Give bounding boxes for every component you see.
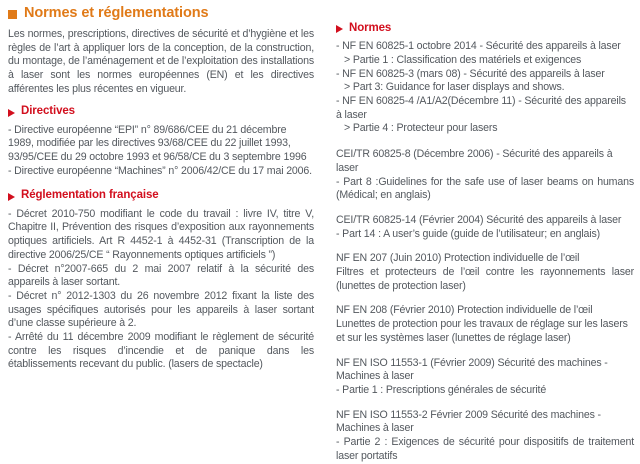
reglementation-item-4: - Arrêté du 11 décembre 2009 modifiant le règlement de sécurité contre les risques d’incendie et de panique dans les établissements recevant du public. (lasers de spectacle): [8, 331, 314, 371]
section-heading-reglementation-label: Réglementation française: [21, 189, 159, 202]
norme-line: - Partie 2 : Exigences de sécurité pour dispositifs de traitement laser portatifs: [336, 436, 634, 462]
normes-group-nf-en-208: [336, 304, 634, 345]
section-heading-normes-label: Normes: [349, 22, 392, 34]
red-triangle-bullet-icon: [8, 109, 15, 117]
reglementation-item-1: - Décret 2010-750 modifiant le code du travail : livre IV, titre V, Chapitre II, Prévention des risques d’exposition aux rayonnements optiques artificiels. Art R 4452-1 à 4452-31 (Transcription de la directive 2006/25/CE “ Rayonnements optiques artificiels ”): [8, 207, 314, 261]
normes-group-nf-en-207: [336, 252, 634, 293]
page-title-text: Normes et réglementations: [24, 5, 209, 21]
norme-line: - Partie 1 : Prescriptions générales de sécurité: [336, 383, 547, 396]
norme-line: > Part 3: Guidance for laser displays and shows.: [344, 81, 565, 94]
red-triangle-bullet-icon: [8, 193, 15, 201]
reglementation-item-2: - Décret n°2007-665 du 2 mai 2007 relatif à la sécurité des appareils à laser sortant.: [8, 262, 314, 289]
norme-line: - NF EN 60825-3 (mars 08) - Sécurité des appareils à laser: [336, 67, 605, 80]
page-title: [8, 6, 314, 22]
section-heading-normes: [336, 22, 634, 35]
section-heading-directives-label: Directives: [21, 105, 75, 118]
section-heading-reglementation: [8, 189, 314, 202]
norme-line: NF EN ISO 11553-2 Février 2009 Sécurité des machines - Machines à laser: [336, 408, 601, 435]
norme-line: CEI/TR 60825-14 (Février 2004) Sécurité des appareils à laser: [336, 213, 622, 226]
right-column: [330, 0, 640, 464]
normes-group-cei-60825-14: [336, 214, 634, 241]
norme-line: > Partie 4 : Protecteur pour lasers: [344, 122, 498, 135]
section-heading-directives: [8, 105, 314, 118]
norme-line: - NF EN 60825-1 octobre 2014 - Sécurité des appareils à laser: [336, 40, 621, 53]
reglementation-item-3: - Décret n° 2012-1303 du 26 novembre 2012 fixant la liste des usages spécifiques autorisés pour les appareils à laser sortant d’une classe supérieure à 2.: [8, 289, 314, 330]
orange-square-bullet-icon: [8, 10, 17, 19]
intro-paragraph: Les normes, prescriptions, directives de sécurité et d’hygiène et les règles de l’art à appliquer lors de la conception, de la construction, du montage, de l’aménagement et de l’exploitation des installations à laser sont les normes européennes (EN) et les directives afférentes les plus récentes en vigueur.: [8, 27, 314, 95]
norme-line: Filtres et protecteurs de l’œil contre les rayonnements laser (lunettes de protection laser): [336, 266, 634, 292]
norme-line: > Partie 1 : Classification des matériels et exigences: [344, 53, 582, 66]
directives-item-2: - Directive européenne “Machines” n° 2006/42/CE du 17 mai 2006.: [8, 164, 312, 177]
normes-group-iso-11553-2: [336, 409, 634, 464]
norme-line: NF EN 208 (Février 2010) Protection individuelle de l’œil: [336, 304, 593, 317]
norme-line: NF EN 207 (Juin 2010) Protection individuelle de l’œil: [336, 252, 580, 265]
norme-line: CEI/TR 60825-8 (Décembre 2006) - Sécurité des appareils à laser: [336, 148, 613, 174]
norme-line: - Part 14 : A user’s guide (guide de l’utilisateur; en anglais): [336, 227, 600, 240]
normes-group-cei-60825-8: [336, 148, 634, 203]
directives-item-1: - Directive européenne “EPI” n° 89/686/CEE du 21 décembre 1989, modifiée par les directives 93/68/CEE du 22 juillet 1993, 93/95/CEE du 29 octobre 1993 et 96/58/CE du 3 septembre 1996: [8, 123, 307, 164]
norme-line: Lunettes de protection pour les travaux de réglage sur les lasers et sur les systèmes laser (lunettes de réglage laser): [336, 318, 628, 344]
norme-line: - NF EN 60825-4 /A1/A2(Décembre 11) - Sécurité des appareils à laser: [336, 95, 626, 121]
red-triangle-bullet-icon: [336, 25, 343, 33]
normes-group-iso-11553-1: [336, 357, 634, 398]
norme-line: - Part 8 :Guidelines for the safe use of laser beams on humans (Médical; en anglais): [336, 175, 634, 202]
left-column: [0, 0, 324, 372]
normes-group-60825: [336, 40, 634, 136]
norme-line: NF EN ISO 11553-1 (Février 2009) Sécurité des machines - Machines à laser: [336, 356, 608, 383]
